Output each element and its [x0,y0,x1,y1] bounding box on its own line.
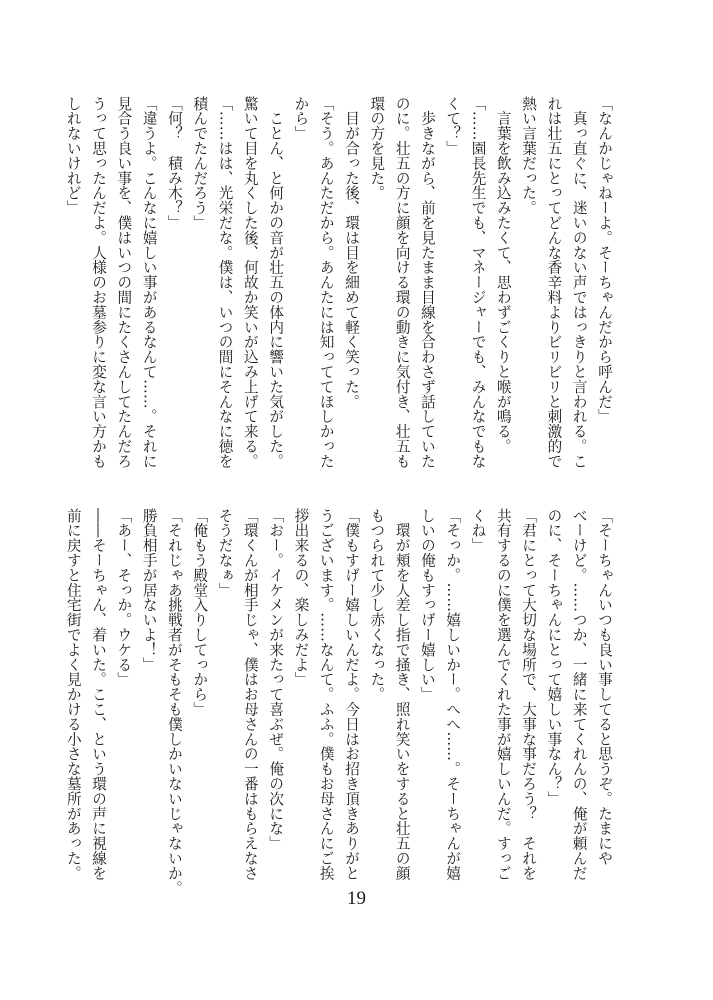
text-line: 積んでたんだろう」 [191,96,209,231]
text-line: 「……はは、光栄だな。僕は、いつの間にそんなに徳を [216,96,234,469]
text-line: 目が合った後、環は目を細めて軽く笑った。 [343,96,361,409]
text-line: 「なんかじゃねーよ。そーちゃんだから呼んだ」 [596,96,613,424]
text-line: 「そーちゃんいつも良い事してると思うぞ。たまにや [596,508,613,866]
text-line: から」 [292,96,310,141]
text-line: 「……園長先生でも、マネージャーでも、みんなでもな [469,96,487,469]
text-line: のに、そーちゃんにとって嬉しい事なん？」 [545,508,563,806]
text-line: 「あー、そっか。ウケる」 [115,508,133,687]
text-line: 環が頬を人差し指で掻き、照れ笑いをすると壮五の顔 [393,508,411,881]
text-line: 環の方を見た。 [368,96,386,201]
text-line: 「俺もう殿堂入りしてっから」 [191,508,209,717]
text-line: 見合う良い事を、僕はいつの間にたくさんしてたんだろ [115,96,133,469]
text-line: 勝負相手が居ないよ！」 [140,508,158,672]
bottom-text-block [64,508,617,896]
text-line: くね」 [469,508,487,553]
text-line: しいの俺もすっげー嬉しい」 [418,508,436,702]
text-line: 「何？ 積み木？」 [165,96,183,231]
text-line: 「おー。イケメンが来たって喜ぶぜ。俺の次にな」 [267,508,285,851]
text-line: うございます。……なんて。ふふ。僕もお母さんにご挨 [317,508,335,881]
text-line: 言葉を飲み込みたくて、思わずごくりと喉が鳴る。 [494,96,512,454]
text-line: ことん、と何かの音が壮五の体内に響いた気がした。 [267,96,285,469]
text-line: 前に戻すと住宅街でよく見かける小さな墓所があった。 [64,508,82,881]
text-line: そうだなぁ」 [216,508,234,598]
top-text-block [64,96,617,496]
text-line: くて？」 [444,96,462,156]
text-line: 「そっか。……嬉しいかー。へへ……。そーちゃんが嬉 [444,508,462,881]
text-line: べーけど。……つか、一緒に来てくれんの、俺が頼んだ [570,508,588,881]
text-line: 「環くんが相手じゃ、僕はお母さんの一番はもらえなさ [241,508,259,881]
text-line: れは壮五にとってどんな香辛料よりビリビリと刺激的で [545,96,563,469]
text-line: うって思ったんだよ。人様のお墓参りに変な言い方かも [90,96,108,469]
text-line: 真っ直ぐに、迷いのない声ではっきりと言われる。こ [570,96,588,469]
text-line: 拶出来るの、楽しみだよ」 [292,508,310,687]
text-line: 熱い言葉だった。 [520,96,538,216]
text-line: 驚いて目を丸くした後、何故か笑いが込み上げて来る。 [241,96,259,469]
text-line: 「それじゃあ挑戦者がそもそも僕しかいないじゃないか。 [165,508,183,896]
text-line: 「そう。あんただから。あんたには知っててほしかった [317,96,335,469]
text-line: のに。壮五の方に顔を向ける環の動きに気付き、壮五も [393,96,411,469]
text-line: 「僕もすげー嬉しいんだよ。今日はお招き頂きありがと [343,508,361,881]
page-number: 19 [347,888,366,909]
text-line: もつられて少し赤くなった。 [368,508,386,702]
text-line: 歩きながら、前を見たまま目線を合わさず話していた [418,96,436,469]
text-line: ――そーちゃん、着いた。ここ、という環の声に視線を [90,508,108,881]
text-line: しれないけれど」 [64,96,82,216]
text-line: 「違うよ。こんなに嬉しい事があるなんて……。それに [140,96,158,469]
text-line: 「君にとって大切な場所で、大事な事だろう？ それを [520,508,538,881]
text-line: 共有するのに僕を選んでくれた事が嬉しいんだ。すっご [494,508,512,881]
